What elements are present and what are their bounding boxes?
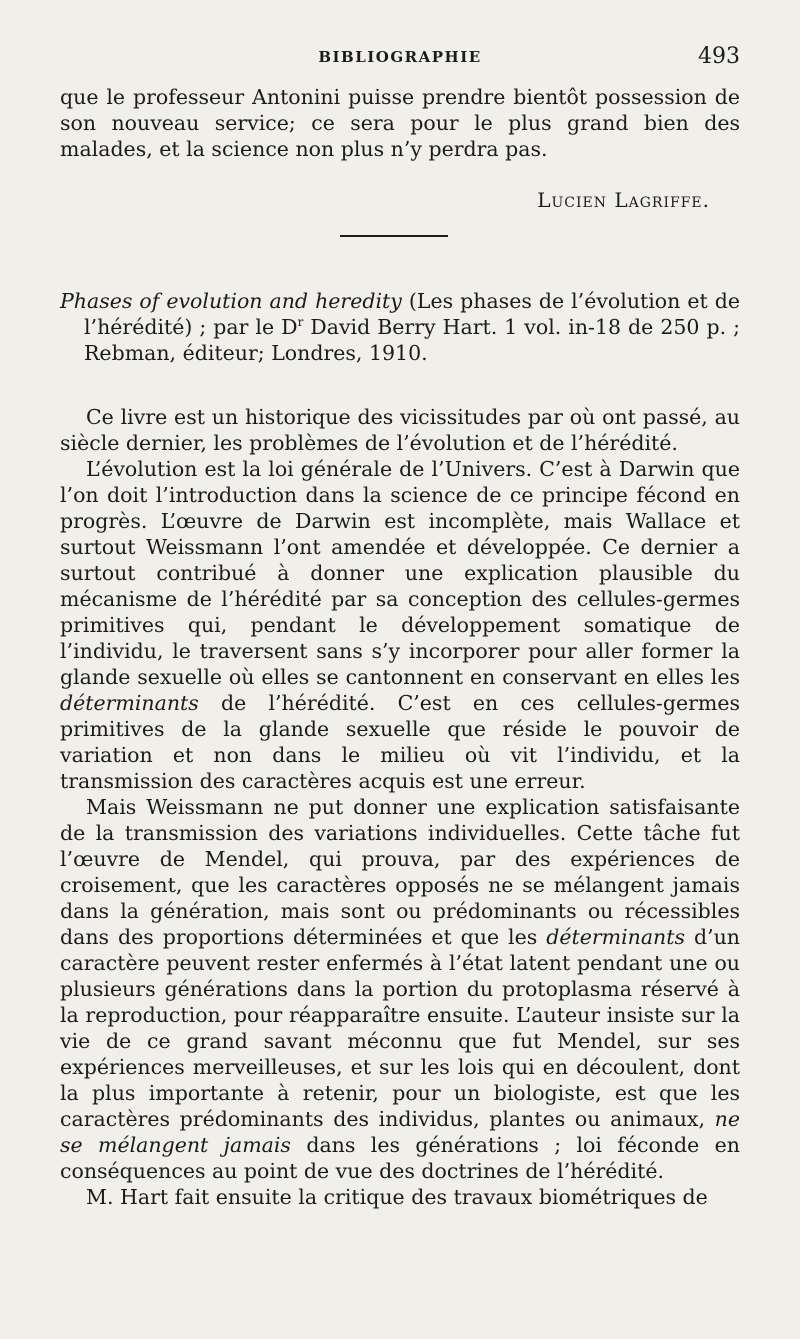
- page-header: [60, 44, 740, 72]
- section-divider: [340, 235, 448, 237]
- paragraph-3-text-end: dans les générations ; loi féconde en conséquences au point de vue des doctrines de l’hérédité.: [60, 1133, 741, 1183]
- italic-term: déterminants: [60, 691, 199, 715]
- paragraph-4: M. Hart fait ensuite la critique des travaux biométriques de: [86, 1185, 708, 1209]
- review-body: [60, 404, 740, 1210]
- author-signature: Lucien Lagriffe.: [537, 188, 710, 212]
- paragraph-1: Ce livre est un historique des vicissitudes par où ont passé, au siècle dernier, les problèmes de l’évolution et de l’hérédité.: [60, 405, 740, 455]
- paragraph-3-text-mid: d’un caractère peuvent rester enfermés à l’état latent pendant une ou plusieurs générations dans la portion du protoplasma réservé à la reproduction, pour réapparaître ensuite. L’auteur insiste sur la vie de ce grand savant méconnu que fut Mendel, sur ses expériences merveilleuses, et sur les lois qui en découlent, dont la plus importante à retenir, pour un biologiste, est que les caractères prédominants des individus, plantes ou animaux,: [60, 925, 740, 1131]
- running-head: BIBLIOGRAPHIE: [318, 48, 482, 66]
- paragraph-2-text-end: de l’hérédité. C’est en ces cellules-germes primitives de la glande sexuelle que réside le pouvoir de variation et non dans le milieu où vit l’individu, et la transmission des caractères acquis est une erreur.: [60, 691, 740, 793]
- book-title: Phases of evolution and heredity: [60, 289, 402, 313]
- closing-paragraph: que le professeur Antonini puisse prendre bientôt possession de son nouveau service; ce sera pour le plus grand bien des malades, et la science non plus n’y perdra pas.: [60, 85, 740, 161]
- paragraph-3: [60, 794, 740, 1184]
- italic-phrase: ne se mélangent jamais: [60, 1107, 740, 1157]
- reference-line: [60, 288, 740, 366]
- book-reference: [60, 288, 740, 366]
- doctor-superscript: r: [297, 315, 304, 330]
- reference-text: (Les phases de l’évolution et de l’hérédité) ; par le D: [84, 289, 741, 339]
- italic-term: déterminants: [546, 925, 686, 949]
- page-number: 493: [698, 44, 740, 69]
- paragraph-2: [60, 456, 740, 794]
- paragraph-2-text: L’évolution est la loi générale de l’Univers. C’est à Darwin que l’on doit l’introduction dans la science de ce principe fécond en progrès. L’œuvre de Darwin est incomplète, mais Wallace et surtout Weissmann l’ont amendée et développée. Ce dernier a surtout contribué à donner une explication plausible du mécanisme de l’hérédité par sa conception des cellules-germes primitives qui, pendant le développement somatique de l’individu, le traversent sans s’y incorporer pour aller former la glande sexuelle où elles se cantonnent en conservant en elles les: [60, 457, 740, 689]
- paragraph-3-text: Mais Weissmann ne put donner une explication satisfaisante de la transmission des variations individuelles. Cette tâche fut l’œuvre de Mendel, qui prouva, par des expériences de croisement, que les caractères opposés ne se mélangent jamais dans la génération, mais sont ou prédominants ou récessibles dans des proportions déterminées et que les: [60, 795, 740, 949]
- reference-details: David Berry Hart. 1 vol. in-18 de 250 p. ; Rebman, éditeur; Londres, 1910.: [84, 315, 740, 365]
